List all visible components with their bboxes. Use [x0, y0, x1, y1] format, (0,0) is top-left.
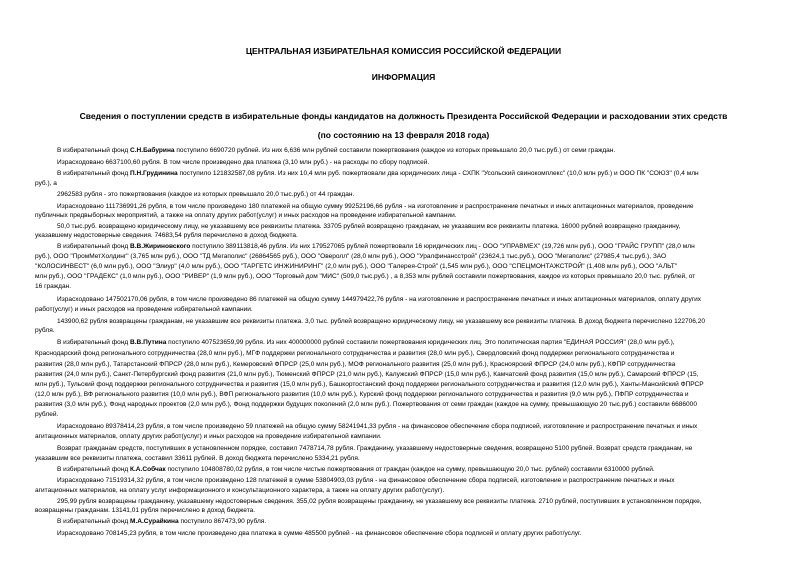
paragraph-line: 16 граждан. [35, 283, 72, 290]
paragraph-line: руб.), ООО "ПромМетХолдинг" (3,765 млн руб.), ООО "ТД Мегаполис" (26864565 руб.), ООО "Оверолл" (28,0 млн руб.), ООО "Уралфинансстрой" (23624,1 тыс.руб.), ООО "Мегаполис" (27985,4 тыс.руб.), ЗАО [35, 253, 667, 260]
paragraph-line: Израсходовано 111736991,26 рубля, в том числе произведено 180 платежей на общую сумму 99252196,66 рубля - на изготовление и распространение печатных и иных агитационных материалов, проведение [57, 203, 694, 210]
paragraph-line: Израсходовано 6637100,60 рубля. В том числе произведено два платежа (3,10 млн руб.) - на расходы по сбору подписей. [57, 159, 430, 166]
paragraph-line: млн руб.), ООО "ГРАДЕКС" (1,0 млн руб.), ООО "РИВЕР" (1,9 млн руб.), ООО "Торговый дом "МИС" (509,0 тыс.руб.) , а 8,353 млн рублей составили пожертвования, каждое из которых превышало 20,0 тыс. рублей, от [35, 273, 696, 280]
paragraph-line: Израсходовано 708145,23 рубля, в том числе произведено два платежа в сумме 485500 рублей - на финансовое обеспечение сбора подписей и оплату других работ/услуг. [57, 530, 582, 537]
line-text: В избирательный фонд [57, 170, 130, 177]
paragraph-line: (12,0 млн руб.), ВФ регионального развития (10,0 млн руб.), ВФП регионального развития (10,0 млн руб.), Курский фонд поддержки регионального сотрудничества и развития (9,0 млн руб.), ПФПР сотрудничества и [35, 391, 689, 398]
paragraph-line [57, 339, 675, 347]
line-text: В избирательный фонд [57, 339, 130, 346]
paragraph-line: указавшим все реквизиты платежа, составил 33611 рублей. В доход бюджета перечислено 5334,21 рубля. [35, 455, 360, 462]
paragraph-line [57, 466, 655, 474]
paragraph-line: 50,0 тыс.руб. возвращено юридическому лицу, не указавшему все реквизиты платежа. 33705 рублей возвращено гражданам, не указавшим все реквизиты платежа. 16000 рублей возвращено гражданину, [57, 223, 681, 230]
paragraph-line: публичных предвыборных мероприятий, а также на оплату других работ(услуг) и иных расходов на проведение избирательной кампании. [35, 212, 457, 219]
candidate-name: К.А.Собчак [129, 466, 166, 473]
line-text: В избирательный фонд [57, 518, 130, 525]
line-text: поступило 407523659,99 рубля. Из них 400000000 рублей составили пожертвования юридических лиц. Это политическая партия "ЕДИНАЯ РОССИЯ" (28,0 млн руб.), [166, 339, 675, 346]
doc-type-heading: ИНФОРМАЦИЯ [371, 72, 436, 82]
paragraph-line: Израсходовано 89378414,23 рубля, в том числе произведено 59 платежей на общую сумму 58241941,33 рубля - на финансовое обеспечение сбора подписей, изготовление и распространение печатных и иных [57, 423, 698, 430]
paragraph-line [57, 170, 699, 178]
paragraph-line [57, 243, 695, 251]
paragraph-line [57, 147, 615, 155]
paragraph-line: млн руб.), Тульский фонд поддержки регионального сотрудничества и развития (15,0 млн руб.), Башкортостанский фонд поддержки регионального сотрудничества и развития (12,0 млн руб.), Ханты-Мансийский ФПРСР [35, 381, 704, 388]
candidate-name: П.Н.Грудинина [129, 170, 178, 177]
paragraph-line: Израсходовано 71519314,32 рубля, в том числе произведено 128 платежей в сумме 53804903,03 рубля - на финансовое обеспечение сбора подписей, изготовление и распространение печатных и иных [57, 477, 675, 484]
line-text: поступило 389113818,46 рубля. Из них 179527065 рублей пожертвовали 16 юридических лиц - ООО "УПРАВМЕХ" (19,726 млн руб.), ООО "ГРАЙС ГРУПП" (28,0 млн [190, 243, 695, 250]
candidate-name: В.В.Путина [129, 339, 167, 346]
paragraph-line: 2962583 рубля - это пожертвования (каждое из которых превышало 20,0 тыс.руб.) от 44 граждан. [57, 191, 355, 198]
paragraph-line: развития (3,0 млн руб.), Фонд народных проектов (2,0 млн руб.), Фонд поддержки будущих поколений (2,0 млн руб.). Пожертвования от семи граждан (каждое на сумму, превышающую 20 тыс.руб.) составили 6686000 [35, 401, 697, 408]
paragraph-line: работ(услуг) и иных расходов на проведение избирательной кампании. [35, 306, 253, 313]
paragraph-line: указавшему недостоверные сведения. 74683,54 рубля перечислено в доход бюджета. [35, 232, 298, 239]
candidate-name: С.Н.Бабурина [129, 147, 175, 154]
org-heading: ЦЕНТРАЛЬНАЯ ИЗБИРАТЕЛЬНАЯ КОМИССИЯ РОССИЙСКОЙ ФЕДЕРАЦИИ [245, 46, 562, 56]
paragraph-line: развития (24,0 млн руб.), Санкт-Петербургский фонд развития (21,0 млн руб.), Тюменский ФПРСР (21,0 млн руб.), Калужский ФПРСР (15,0 млн руб.), Камчатский фонд развития (15,0 млн руб.), Самарский ФПРСР (15, [35, 371, 699, 378]
paragraph-line: 143900,62 рубля возвращены гражданам, не указавшим все реквизиты платежа. 3,0 тыс. рублей возвращено юридическому лицу, не указавшему все реквизиты платежа. В доход бюджета перечислено 122706,20 [57, 318, 706, 325]
paragraph-line: рублей. [35, 411, 59, 418]
paragraph-line: развития (28,0 млн руб.), Татарстанский ФПРСР (28,0 млн руб.), Кемеровский ФПРСР (25,0 млн руб.), МОФ регионального развития (25,0 млн руб.), Красноярский ФПРСР (24,0 млн руб.), КФПР сотрудничества [35, 361, 676, 368]
paragraph-line: агитационных материалов, оплату других работ(услуг) и иных расходов на проведение избирательной кампании. [35, 433, 382, 440]
paragraph-line: "КОЛОСИНВЕСТ" (6,0 млн руб.), ООО "Элиур" (4,0 млн руб.), ООО "ТАРГЕТС ИНЖИНИРИНГ" (2,0 млн руб.), ООО "Галерея-Строй" (1,545 млн руб.), ООО "СПЕЦМОНТАЖСТРОЙ" (1,408 млн руб.), ООО "АЛЬТ" [35, 263, 678, 270]
paragraph-line: Возврат гражданам средств, поступивших в установленном порядке, составил 7478714,78 рубля. Гражданину, указавшему недостоверные сведения, возвращено 5100 рублей. Возврат средств гражданам, не [57, 445, 693, 452]
paragraph-line: 295,99 рубля возвращены гражданину, указавшему недостоверные сведения. 355,02 рубля возвращены гражданину, не указавшему все реквизиты платежа. 2710 рублей, поступивших в установленном порядке, [57, 498, 702, 505]
candidate-name: В.В.Жириновского [129, 243, 191, 250]
document-date: (по состоянию на 13 февраля 2018 года) [317, 130, 490, 140]
paragraph-line: Краснодарский фонд регионального сотрудничества (28,0 млн руб.), МГФ поддержки регионального сотрудничества и развития (28,0 млн руб.), Свердловский фонд поддержки регионального сотрудничества и [35, 350, 675, 357]
paragraph-line: руб.), а [35, 180, 57, 187]
line-text: поступило 121832587,08 рубля. Из них 10,4 млн руб. пожертвовали два юридических лица - СХПК "Усольский свинокомплекс" (10,0 млн руб.) и ООО ПК "СОЮЗ" (0,4 млн [177, 170, 699, 177]
paragraph-line: рубля. [35, 327, 55, 334]
line-text: В избирательный фонд [57, 466, 130, 473]
paragraph-line: Израсходовано 147502170,06 рубля, в том числе произведено 86 платежей на общую сумму 144979422,76 рубля - на изготовление и распространение печатных и иных агитационных материалов, оплату других [57, 296, 702, 303]
line-text: поступило 867473,90 рубля. [178, 518, 267, 525]
line-text: поступило 6690720 рублей. Из них 6,636 млн рублей составили пожертвования (каждое из которых превышало 20,0 тыс.руб.) от семи граждан. [174, 147, 616, 154]
paragraph-line: агитационных материалов, на оплату услуг информационного и консультационного характера, а также на оплату других работ(услуг). [35, 487, 445, 494]
line-text: В избирательный фонд [57, 147, 130, 154]
line-text: В избирательный фонд [57, 243, 130, 250]
candidate-name: М.А.Сурайкина [129, 518, 179, 525]
paragraph-line: возвращены гражданам. 13141,01 рубля перечислено в доход бюджета. [35, 507, 256, 514]
document-title: Сведения о поступлении средств в избирательные фонды кандидатов на должность Президента Российской Федерации и расходовании этих средств [79, 111, 728, 121]
paragraph-line [57, 518, 266, 526]
line-text: поступило 104808780,02 рубля, в том числе чистые пожертвования от граждан (каждое на сумму, превышающую 20,0 тыс. рублей) составили 6310000 рублей. [165, 466, 655, 473]
